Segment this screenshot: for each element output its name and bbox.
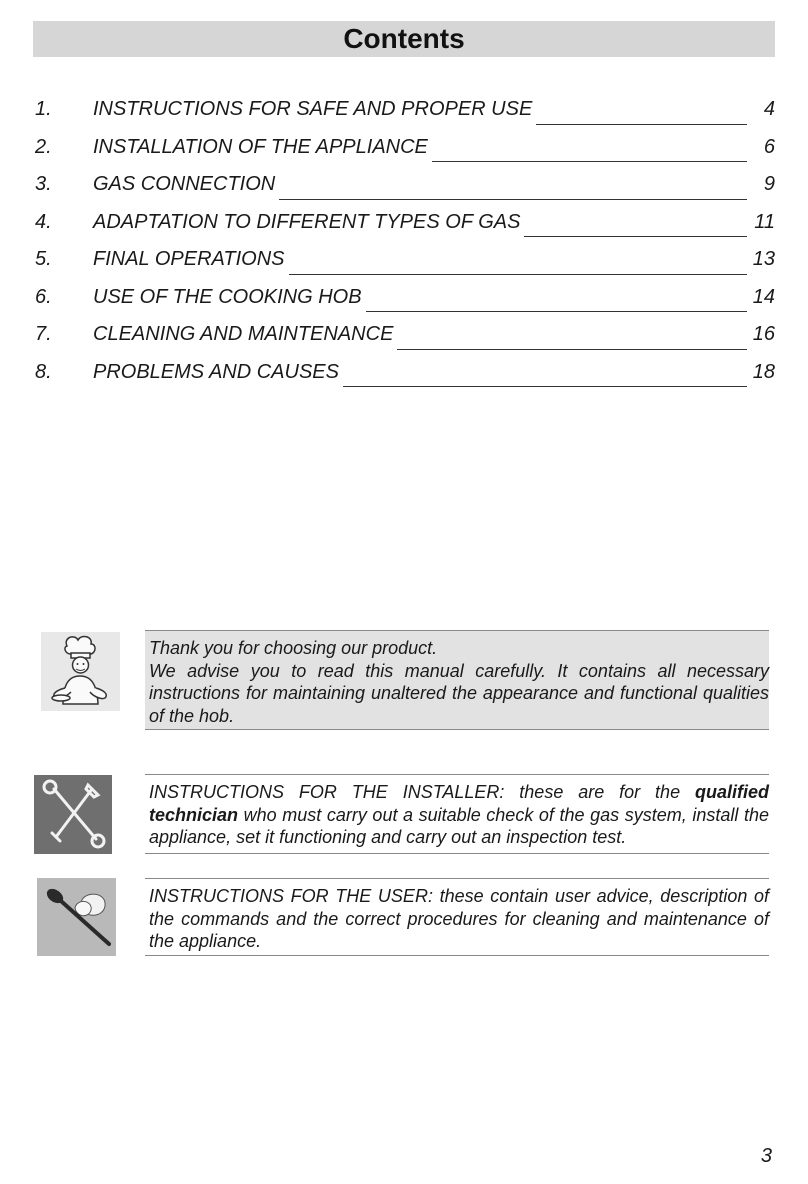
- thanks-note: [145, 630, 769, 730]
- toc-title: CLEANING AND MAINTENANCE: [93, 323, 394, 345]
- thanks-body: We advise you to read this manual carefully. It contains all necessary instructions for maintaining unaltered the appearance and functional qualities of the hob.: [149, 660, 769, 726]
- toc-number: 2.: [35, 135, 52, 158]
- page-number: 3: [760, 1145, 772, 1167]
- toc-page: 16: [752, 323, 775, 345]
- spoon-icon: [37, 878, 116, 956]
- installer-note: [145, 774, 769, 854]
- toc-title: FINAL OPERATIONS: [93, 248, 285, 270]
- toc-leader: [397, 348, 746, 350]
- user-note: [145, 878, 769, 956]
- toc-entry[interactable]: [35, 173, 775, 211]
- toc-leader: [343, 385, 747, 387]
- toc-title: GAS CONNECTION: [93, 173, 276, 195]
- installer-suffix: who must carry out a suitable check of the gas system, install the appliance, set it functioning and carry out an inspection test.: [149, 804, 769, 847]
- toc-entry[interactable]: [35, 136, 775, 174]
- toc-leader: [432, 160, 747, 162]
- installer-prefix: INSTRUCTIONS FOR THE INSTALLER: these are for the: [149, 782, 695, 802]
- toc-title: PROBLEMS AND CAUSES: [93, 360, 339, 383]
- chef-icon: [41, 632, 120, 711]
- toc-entry[interactable]: [35, 323, 775, 361]
- toc-number: 8.: [35, 360, 52, 383]
- page-title: Contents: [343, 23, 465, 54]
- toc-leader: [279, 198, 747, 200]
- toc-number: 6.: [35, 285, 52, 308]
- installer-text: [149, 781, 769, 849]
- toc-entry[interactable]: [35, 211, 775, 249]
- toc-page: 9: [763, 173, 775, 195]
- tools-icon: [34, 775, 112, 854]
- toc-number: 5.: [35, 248, 52, 270]
- toc-title: INSTRUCTIONS FOR SAFE AND PROPER USE: [93, 98, 533, 120]
- table-of-contents: [35, 98, 775, 398]
- toc-page: 14: [752, 285, 775, 308]
- toc-number: 3.: [35, 173, 52, 195]
- toc-title: USE OF THE COOKING HOB: [93, 285, 362, 308]
- toc-page: 6: [763, 135, 775, 158]
- toc-leader: [524, 235, 747, 237]
- toc-leader: [536, 123, 747, 125]
- toc-number: 4.: [35, 210, 52, 233]
- toc-leader: [289, 273, 747, 275]
- thanks-line: Thank you for choosing our product.: [149, 638, 438, 658]
- user-text: INSTRUCTIONS FOR THE USER: these contain user advice, description of the commands and the correct procedures for cleaning and maintenance of the appliance.: [149, 886, 769, 951]
- toc-entry[interactable]: [35, 248, 775, 286]
- title-bar: [33, 21, 775, 57]
- toc-entry[interactable]: [35, 361, 775, 399]
- toc-title: INSTALLATION OF THE APPLIANCE: [93, 135, 428, 158]
- toc-number: 7.: [35, 323, 52, 345]
- toc-entry[interactable]: [35, 286, 775, 324]
- toc-page: 4: [763, 98, 775, 120]
- toc-page: 13: [752, 248, 775, 270]
- toc-number: 1.: [35, 98, 52, 120]
- toc-leader: [366, 310, 747, 312]
- installer-bold: qualified technician: [149, 782, 769, 825]
- toc-page: 18: [752, 360, 775, 383]
- toc-page: 11: [754, 210, 775, 233]
- toc-title: ADAPTATION TO DIFFERENT TYPES OF GAS: [93, 210, 521, 233]
- toc-entry[interactable]: [35, 98, 775, 136]
